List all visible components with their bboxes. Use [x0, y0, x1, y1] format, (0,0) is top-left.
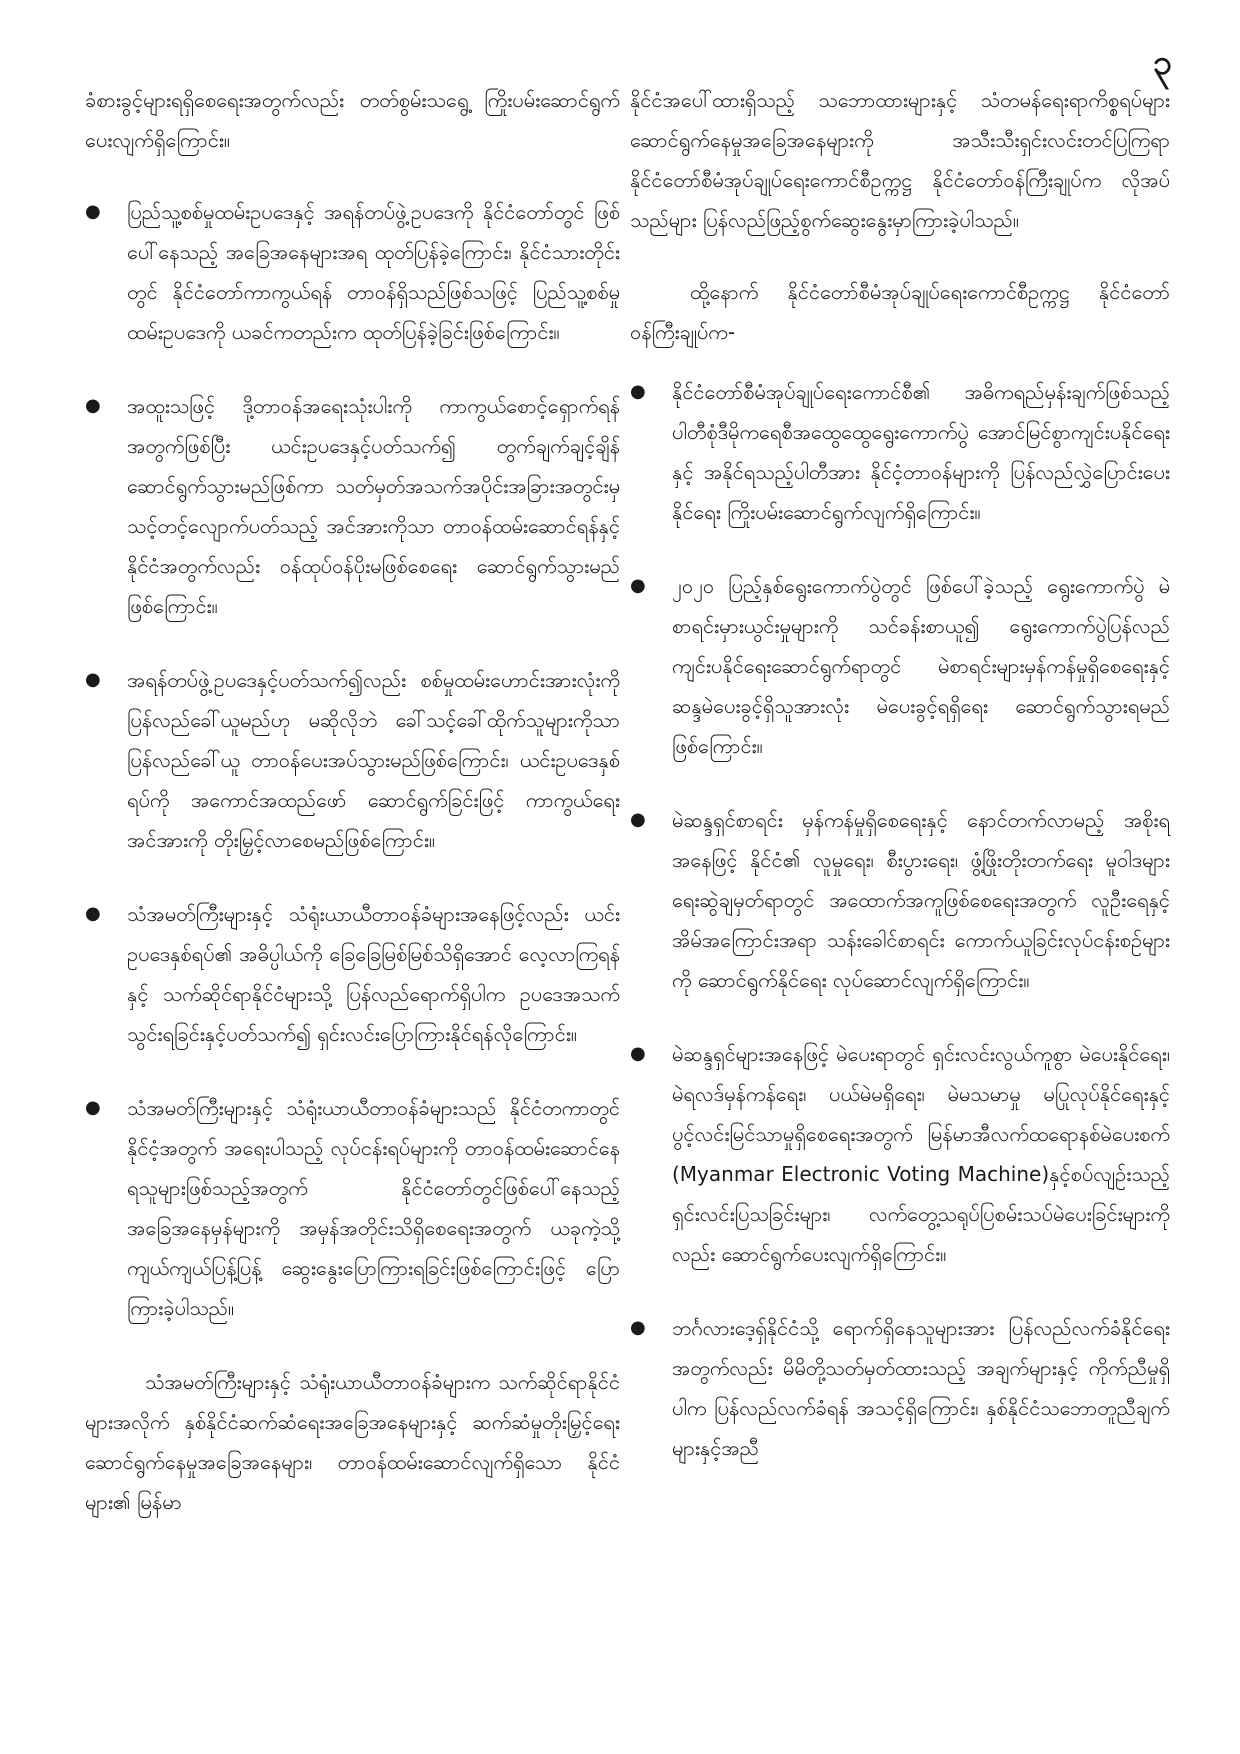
bullet-item: ● နိုင်ငံတော်စီမံအုပ်ချုပ်ရေးကောင်စီ၏ အဓိကရည်မှန်းချက်ဖြစ်သည့် ပါတီစုံဒီမိုကရေစီအထွေထွေရွေးကောက်ပွဲ အောင်မြင်စွာကျင်းပနိုင်ရေးနှင့် အနိုင်ရသည့်ပါတီအား နိုင်ငံ့တာဝန်များကို ပြန်လည်လွှဲပြောင်းပေးနိုင်ရေး ကြိုးပမ်းဆောင်ရွက်လျက်ရှိကြောင်း။: [630, 372, 1170, 532]
right-lead-paragraph: ထို့နောက် နိုင်ငံတော်စီမံအုပ်ချုပ်ရေးကောင်စီဥက္ကဋ္ဌ နိုင်ငံတော်ဝန်ကြီးချုပ်က-: [630, 280, 1170, 344]
left-bullet-list: [85, 192, 620, 1328]
bullet-item: ● သံအမတ်ကြီးများနှင့် သံရုံးယာယီတာဝန်ခံများသည် နိုင်ငံတကာတွင် နိုင်ငံ့အတွက် အရေးပါသည့် လုပ်ငန်းရပ်များကို တာဝန်ထမ်းဆောင်နေရသူများဖြစ်သည့်အတွက် နိုင်ငံတော်တွင်ဖြစ်ပေါ်နေသည့် အခြေအနေမှန်များကို အမှန်အတိုင်းသိရှိစေရေးအတွက် ယခုကဲ့သို့ ကျယ်ကျယ်ပြန့်ပြန့် ဆွေးနွေးပြောကြားရခြင်းဖြစ်ကြောင်းဖြင့် ပြောကြားခဲ့ပါသည်။: [85, 1088, 620, 1328]
right-intro-paragraph: နိုင်ငံအပေါ်ထားရှိသည့် သဘောထားများနှင့် သံတမန်ရေးရာကိစ္စရပ်များ ဆောင်ရွက်နေမှုအခြေအနေများကို အသီးသီးရှင်းလင်းတင်ပြကြရာ နိုင်ငံတော်စီမံအုပ်ချုပ်ရေးကောင်စီဥက္ကဋ္ဌ နိုင်ငံတော်ဝန်ကြီးချုပ်က လိုအပ်သည်များ ပြန်လည်ဖြည့်စွက်ဆွေးနွေးမှာကြားခဲ့ပါသည်။: [630, 88, 1170, 232]
bullet-item: ● မဲဆန္ဒရှင်စာရင်း မှန်ကန်မှုရှိစေရေးနှင့် နောင်တက်လာမည့် အစိုးရအနေဖြင့် နိုင်ငံ၏ လူမှုရေး၊ စီးပွားရေး၊ ဖွံ့ဖြိုးတိုးတက်ရေး မူဝါဒများရေးဆွဲချမှတ်ရာတွင် အထောက်အကူဖြစ်စေရေးအတွက် လူဦးရေနှင့် အိမ်အကြောင်းအရာ သန်းခေါင်စာရင်း ကောက်ယူခြင်းလုပ်ငန်းစဉ်များကို ဆောင်ရွက်နိုင်ရေး လုပ်ဆောင်လျက်ရှိကြောင်း။: [630, 800, 1170, 1000]
bullet-item: ● သံအမတ်ကြီးများနှင့် သံရုံးယာယီတာဝန်ခံများအနေဖြင့်လည်း ယင်းဥပဒေနှစ်ရပ်၏ အဓိပ္ပါယ်ကို ခြေခြေမြစ်မြစ်သိရှိအောင် လေ့လာကြရန်နှင့် သက်ဆိုင်ရာနိုင်ငံများသို့ ပြန်လည်ရောက်ရှိပါက ဥပဒေအသက်သွင်းရခြင်းနှင့်ပတ်သက်၍ ရှင်းလင်းပြောကြားနိုင်ရန်လိုကြောင်း။: [85, 894, 620, 1054]
left-closing-paragraph: သံအမတ်ကြီးများနှင့် သံရုံးယာယီတာဝန်ခံများက သက်ဆိုင်ရာနိုင်ငံများအလိုက် နှစ်နိုင်ငံဆက်ဆံရေးအခြေအနေများနှင့် ဆက်ဆံမှုတိုးမြှင့်ရေး ဆောင်ရွက်နေမှုအခြေအနေများ၊ တာဝန်ထမ်းဆောင်လျက်ရှိသော နိုင်ငံများ၏ မြန်မာ: [85, 1370, 620, 1514]
page-number: ၃: [1152, 43, 1172, 83]
bullet-item: ● မဲဆန္ဒရှင်များအနေဖြင့် မဲပေးရာတွင် ရှင်းလင်းလွယ်ကူစွာ မဲပေးနိုင်ရေး၊ မဲရလဒ်မှန်ကန်ရေး၊ ပယ်မဲမရှိရေး၊ မဲမသမာမှု မပြုလုပ်နိုင်ရေးနှင့် ပွင့်လင်းမြင်သာမှုရှိစေရေးအတွက် မြန်မာအီလက်ထရောနစ်မဲပေးစက် (Myanmar Electronic Voting Machine)နှင့်စပ်လျဉ်းသည့် ရှင်းလင်းပြသခြင်းများ၊ လက်တွေ့သရုပ်ပြစမ်းသပ်မဲပေးခြင်းများကိုလည်း ဆောင်ရွက်ပေးလျက်ရှိကြောင်း။: [630, 1034, 1170, 1274]
bullet-item: ● ပြည်သူ့စစ်မှုထမ်းဥပဒေနှင့် အရန်တပ်ဖွဲ့ဥပဒေကို နိုင်ငံတော်တွင် ဖြစ်ပေါ်နေသည့် အခြေအနေများအရ ထုတ်ပြန်ခဲ့ကြောင်း၊ နိုင်ငံသားတိုင်းတွင် နိုင်ငံတော်ကာကွယ်ရန် တာဝန်ရှိသည်ဖြစ်သဖြင့် ပြည်သူ့စစ်မှုထမ်းဥပဒေကို ယခင်ကတည်းက ထုတ်ပြန်ခဲ့ခြင်းဖြစ်ကြောင်း။: [85, 192, 620, 352]
bullet-item: ● ဘင်္ဂလားဒေ့ရှ်နိုင်ငံသို့ ရောက်ရှိနေသူများအား ပြန်လည်လက်ခံနိုင်ရေးအတွက်လည်း မိမိတို့သတ်မှတ်ထားသည့် အချက်များနှင့် ကိုက်ညီမှုရှိပါက ပြန်လည်လက်ခံရန် အသင့်ရှိကြောင်း၊ နှစ်နိုင်ငံသဘောတူညီချက်များနှင့်အညီ: [630, 1308, 1170, 1468]
left-column: [85, 80, 620, 1532]
bullet-item: ● ၂၀၂၀ ပြည့်နှစ်ရွေးကောက်ပွဲတွင် ဖြစ်ပေါ်ခဲ့သည့် ရွေးကောက်ပွဲ မဲစာရင်းမှားယွင်းမှုများကို သင်ခန်းစာယူ၍ ရွေးကောက်ပွဲပြန်လည်ကျင်းပနိုင်ရေးဆောင်ရွက်ရာတွင် မဲစာရင်းများမှန်ကန်မှုရှိစေရေးနှင့် ဆန္ဒမဲပေးခွင့်ရှိသူအားလုံး မဲပေးခွင့်ရရှိရေး ဆောင်ရွက်သွားရမည်ဖြစ်ကြောင်း။: [630, 566, 1170, 766]
left-intro-paragraph: ခံစားခွင့်များရရှိစေရေးအတွက်လည်း တတ်စွမ်းသရွေ့ ကြိုးပမ်းဆောင်ရွက်ပေးလျက်ရှိကြောင်း။: [85, 88, 620, 152]
right-bullet-list: [630, 372, 1170, 1468]
bullet-item: ● အရန်တပ်ဖွဲ့ဥပဒေနှင့်ပတ်သက်၍လည်း စစ်မှုထမ်းဟောင်းအားလုံးကို ပြန်လည်ခေါ်ယူမည်ဟု မဆိုလိုဘဲ ခေါ်သင့်ခေါ်ထိုက်သူများကိုသာ ပြန်လည်ခေါ်ယူ တာဝန်ပေးအပ်သွားမည်ဖြစ်ကြောင်း၊ ယင်းဥပဒေနှစ်ရပ်ကို အကောင်အထည်ဖော် ဆောင်ရွက်ခြင်းဖြင့် ကာကွယ်ရေးအင်အားကို တိုးမြှင့်လာစေမည်ဖြစ်ကြောင်း။: [85, 660, 620, 860]
right-column: [630, 80, 1170, 1502]
bullet-item: ● အထူးသဖြင့် ဒို့တာဝန်အရေးသုံးပါးကို ကာကွယ်စောင့်ရှောက်ရန်အတွက်ဖြစ်ပြီး ယင်းဥပဒေနှင့်ပတ်သက်၍ တွက်ချက်ချင့်ချိန် ဆောင်ရွက်သွားမည်ဖြစ်ကာ သတ်မှတ်အသက်အပိုင်းအခြားအတွင်းမှ သင့်တင့်လျောက်ပတ်သည့် အင်အားကိုသာ တာဝန်ထမ်းဆောင်ရန်နှင့် နိုင်ငံအတွက်လည်း ဝန်ထုပ်ဝန်ပိုးမဖြစ်စေရေး ဆောင်ရွက်သွားမည်ဖြစ်ကြောင်း။: [85, 386, 620, 626]
